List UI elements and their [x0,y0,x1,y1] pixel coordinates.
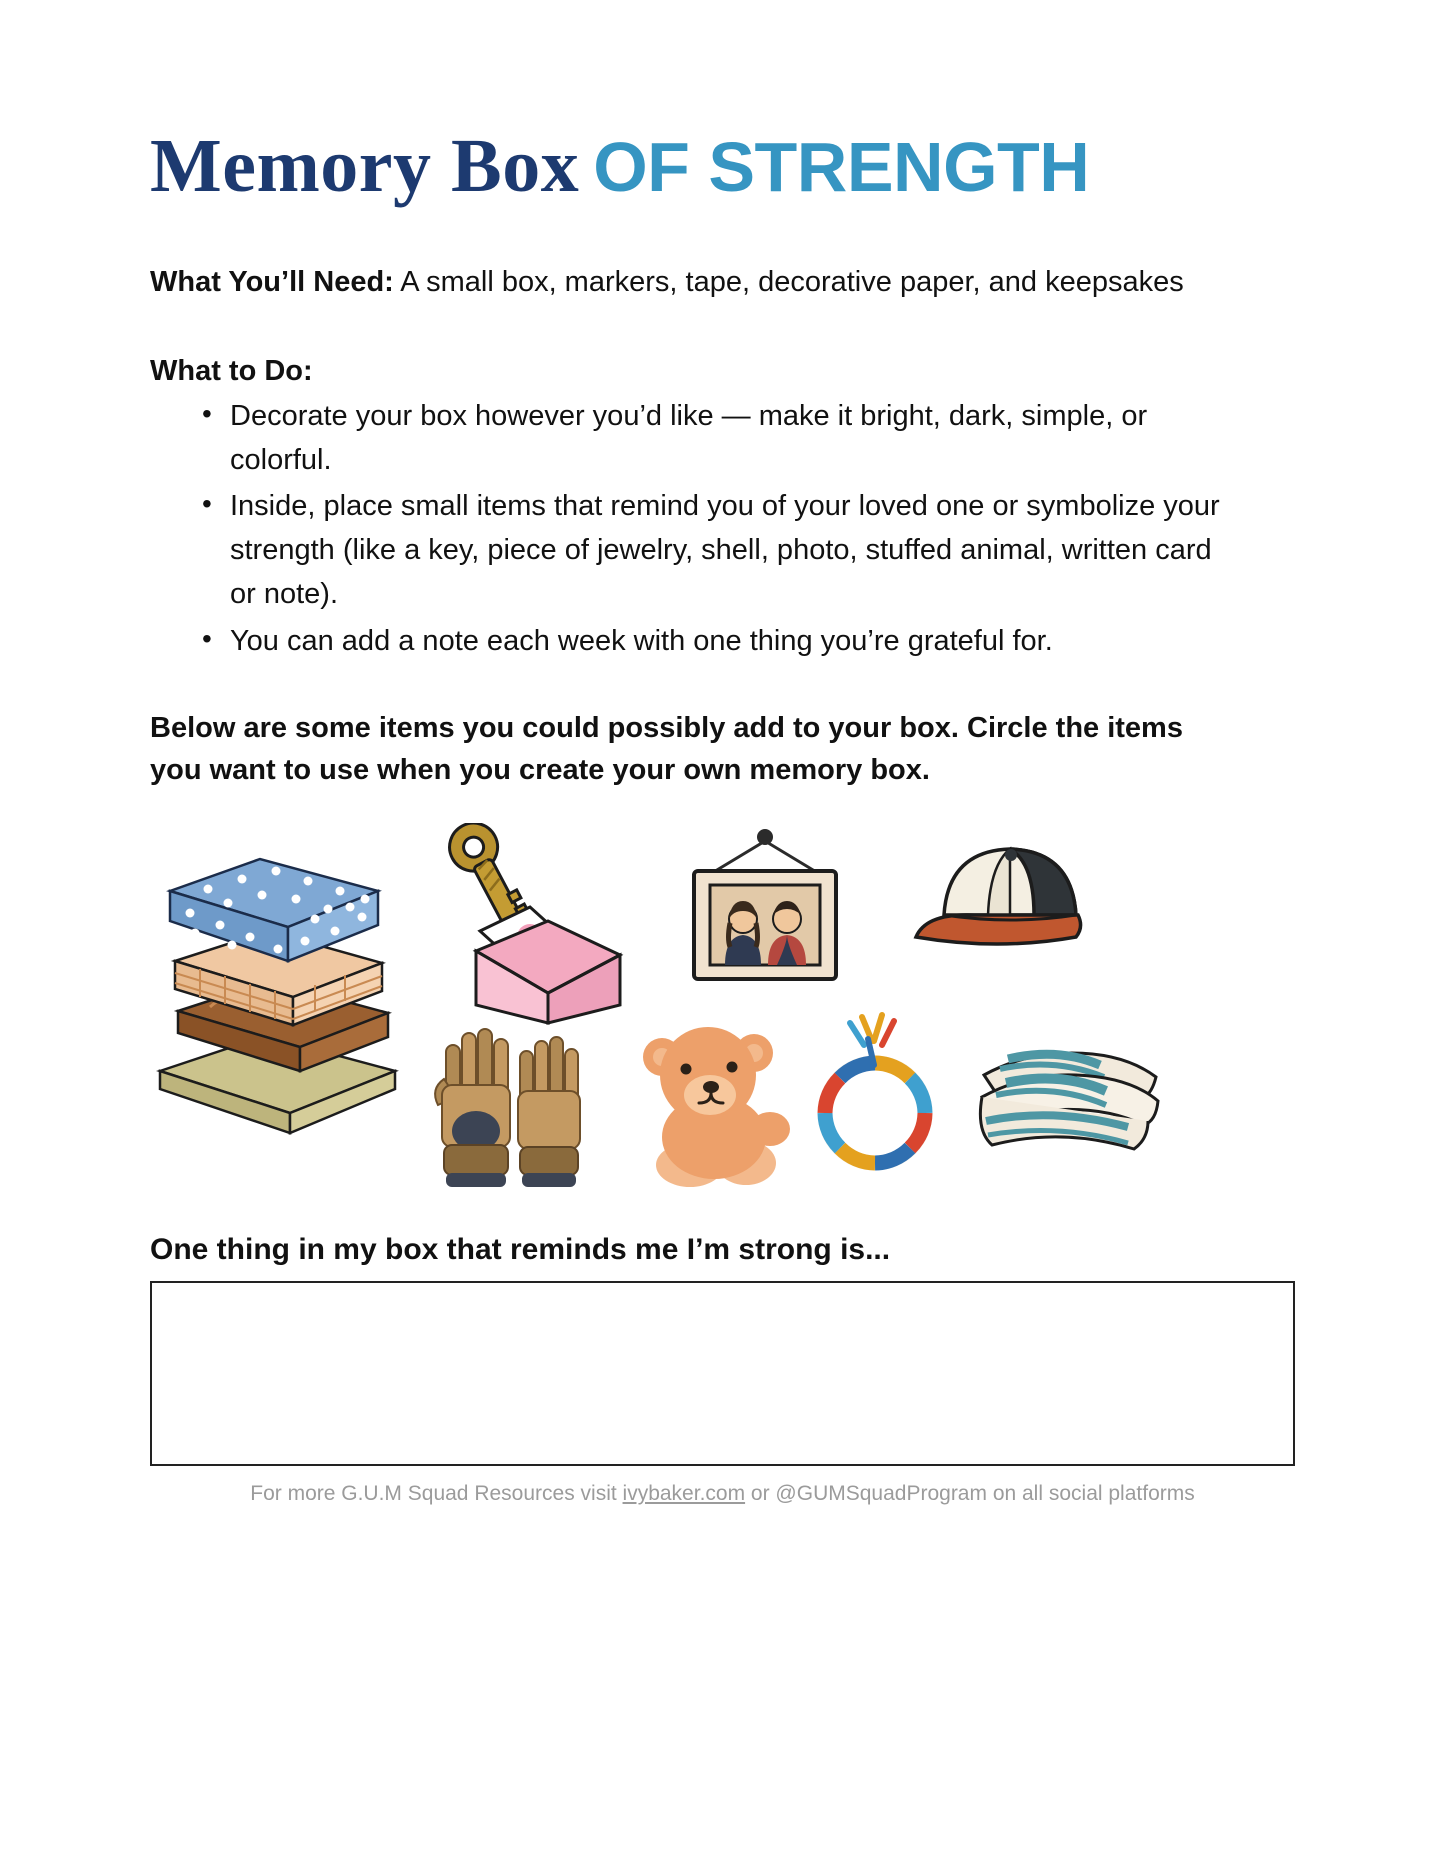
instructions-list [150,394,1295,662]
framed-photo-illustration[interactable] [670,827,860,997]
footer-before-text: For more G.U.M Squad Resources visit [250,1481,623,1505]
gloves-illustration[interactable] [428,1019,603,1209]
baseball-cap-illustration[interactable] [902,833,1102,973]
footer-text [150,1482,1295,1506]
answer-input-box[interactable] [150,1281,1295,1466]
materials-text: A small box, markers, tape, decorative paper, and keepsakes [393,266,1184,298]
instructions-heading: What to Do: [150,355,313,388]
circle-items-instruction: Below are some items you could possibly add to your box. Circle the items you want to use when you create your own memory box. [150,711,1183,786]
list-item: • Decorate your box however you’d like — make it bright, dark, simple, or colorful. [202,394,1240,482]
reflection-prompt: One thing in my box that reminds me I’m strong is... [150,1232,891,1266]
footer-after-text: or @GUMSquadProgram on all social platforms [745,1481,1195,1505]
footer-website-link[interactable]: ivybaker.com [622,1481,746,1505]
teddy-bear-illustration[interactable] [618,1013,803,1203]
materials-paragraph [150,262,1225,303]
keepsake-items-illustrations [150,813,1295,1203]
list-item: • You can add a note each week with one thing you’re grateful for. [202,619,1240,663]
friendship-bracelet-illustration[interactable] [790,1009,960,1189]
list-item: • Inside, place small items that remind you of your loved one or symbolize your strength (like a key, piece of jewelry, shell, photo, stuffed animal, written card or note). [202,484,1240,616]
page-title [150,0,1295,208]
page-title-part-1: Memory Box [150,124,580,208]
materials-label: What You’ll Need: [150,266,394,298]
page-title-part-2: OF STRENGTH [593,128,1090,206]
stacked-gift-boxes-illustration[interactable] [150,821,400,1146]
folded-blanket-illustration[interactable] [970,1025,1170,1190]
envelope-with-heart-letter-illustration[interactable] [468,901,628,1036]
